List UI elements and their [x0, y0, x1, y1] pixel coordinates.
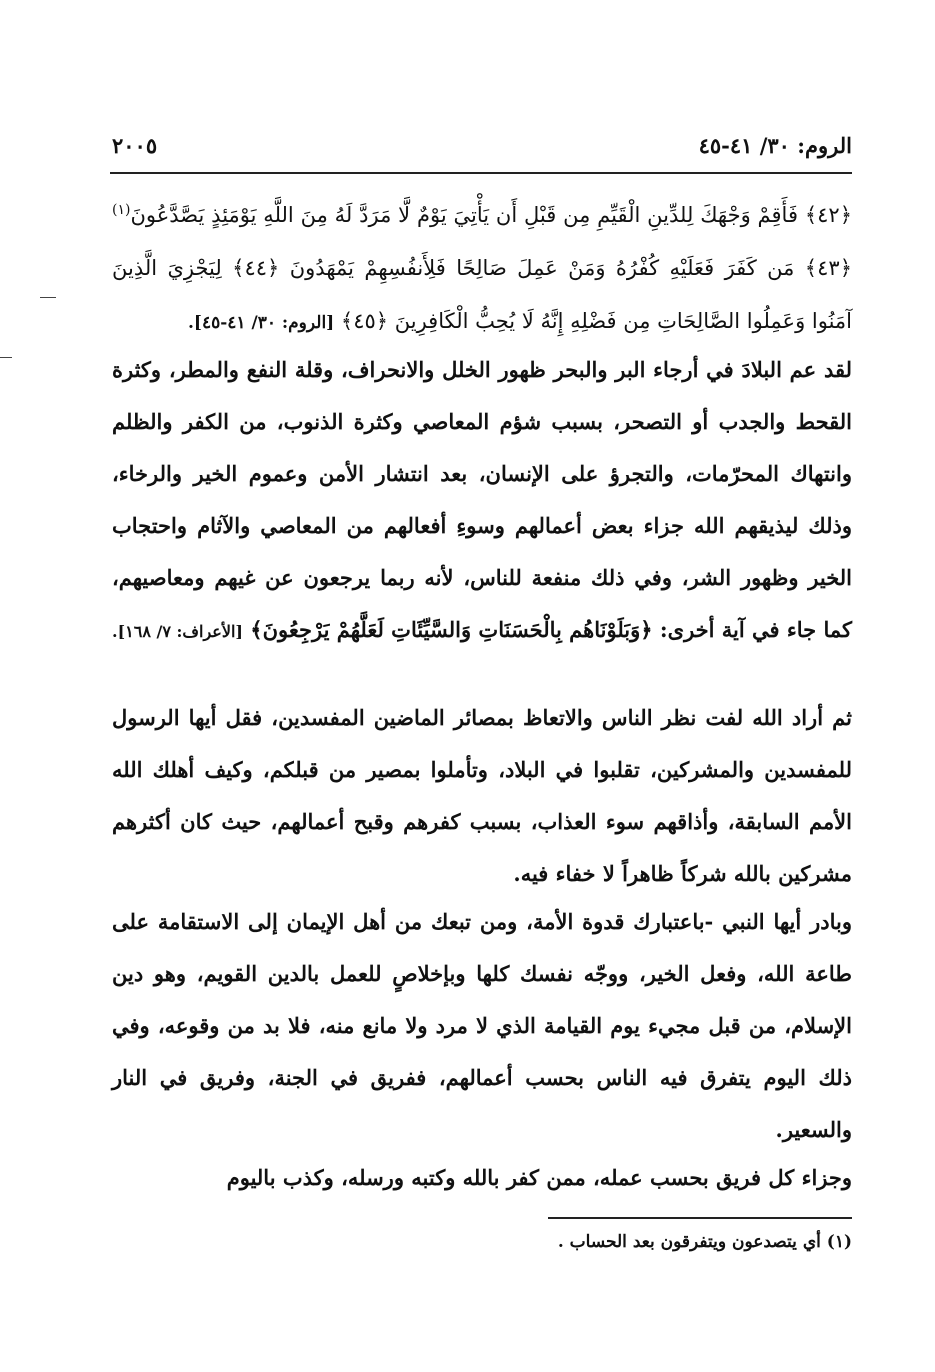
- footnote-marker: (١): [112, 202, 131, 218]
- paragraph-2: ثم أراد الله لفت نظر الناس والاتعاظ بمصائر الماضين المفسدين، فقل أيها الرسول للمفسدين والمشركين، تقلبوا في البلاد، وتأملوا بمصير من قبلكم، وكيف أهلك الله الأمم السابقة، وأذاقهم سوء العذاب، بسبب كفرهم وقبح أعمالهم، حيث كان أكثرهم مشركين بالله شركاً ظاهراً لا خفاء فيه.: [112, 705, 852, 886]
- paragraph-4: وجزاء كل فريق بحسب عمله، ممن كفر بالله وكتبه ورسله، وكذب باليوم: [226, 1165, 852, 1190]
- paragraph-1-citation: [الأعراف: ٧/ ١٦٨].: [112, 622, 243, 641]
- verse-text-continued: ﴿٤٣﴾ مَن كَفَرَ فَعَلَيْهِ كُفْرُهُ وَمَنْ عَمِلَ صَالِحًا فَلِأَنفُسِهِمْ يَمْهَدُونَ ﴿٤٤﴾ لِيَجْزِيَ الَّذِينَ آمَنُوا وَعَمِلُوا الصَّالِحَاتِ مِن فَضْلِهِ إِنَّهُ لَا يُحِبُّ الْكَافِرِينَ ﴿٤٥﴾: [112, 256, 852, 333]
- verse-citation: [الروم: ٣٠/ ٤١-٤٥].: [187, 313, 335, 333]
- paragraph-1: [112, 344, 852, 658]
- paragraph-3: وبادر أيها النبي -باعتبارك قدوة الأمة، ومن تبعك من أهل الإيمان إلى الاستقامة على طاعة الله، وفعل الخير، ووجّه نفسك كلها وبإخلاصٍ للعمل بالدين القويم، وهو دين الإسلام، من قبل مجيء يوم القيامة الذي لا مرد ولا مانع منه، فلا بد من وقوعه، وفي ذلك اليوم يتفرق فيه الناس بحسب أعمالهم، ففريق في الجنة، وفريق في النار والسعير.: [112, 909, 852, 1142]
- footnote: (١) أي يتصدعون ويتفرقون بعد الحساب .: [557, 1232, 852, 1252]
- page-number: ٢٠٠٥: [112, 132, 158, 158]
- verse-text: ﴿٤٢﴾ فَأَقِمْ وَجْهَكَ لِلدِّينِ الْقَيِّمِ مِن قَبْلِ أَن يَأْتِيَ يَوْمٌ لَّا مَرَدَّ لَهُ مِنَ اللَّهِ يَوْمَئِذٍ يَصَّدَّعُونَ: [130, 203, 852, 227]
- paragraph-1-quote: ﴿وَبَلَوْنَاهُم بِالْحَسَنَاتِ وَالسَّيِّئَاتِ لَعَلَّهُمْ يَرْجِعُونَ﴾: [250, 617, 653, 642]
- scan-edge-mark: [40, 297, 56, 298]
- paragraph-1-text: لقد عم البلادَ في أرجاء البر والبحر ظهور الخلل والانحراف، وقلة النفع والمطر، وكثرة القحط والجدب أو التصحر، بسبب شؤم المعاصي وكثرة الذنوب، من الكفر والظلم وانتهاك المحرّمات، والتجرؤ على الإنسان، بعد انتشار الأمن وعموم الخير والرخاء، وذلك ليذيقهم الله جزاء بعض أعمالهم وسوءِ أفعالهم من المعاصي والآثام واحتجاب الخير وظهور الشر، وفي ذلك منفعة للناس، لأنه ربما يرجعون عن غيهم ومعاصيهم، كما جاء في آية أخرى:: [112, 357, 852, 642]
- scan-edge-mark: [0, 357, 12, 358]
- chapter-reference: الروم: ٣٠/ ٤١-٤٥: [698, 132, 852, 158]
- header-divider: [110, 172, 852, 174]
- page-header: [112, 128, 852, 162]
- footnote-divider: [548, 1217, 852, 1219]
- quran-verse-block: [112, 184, 852, 350]
